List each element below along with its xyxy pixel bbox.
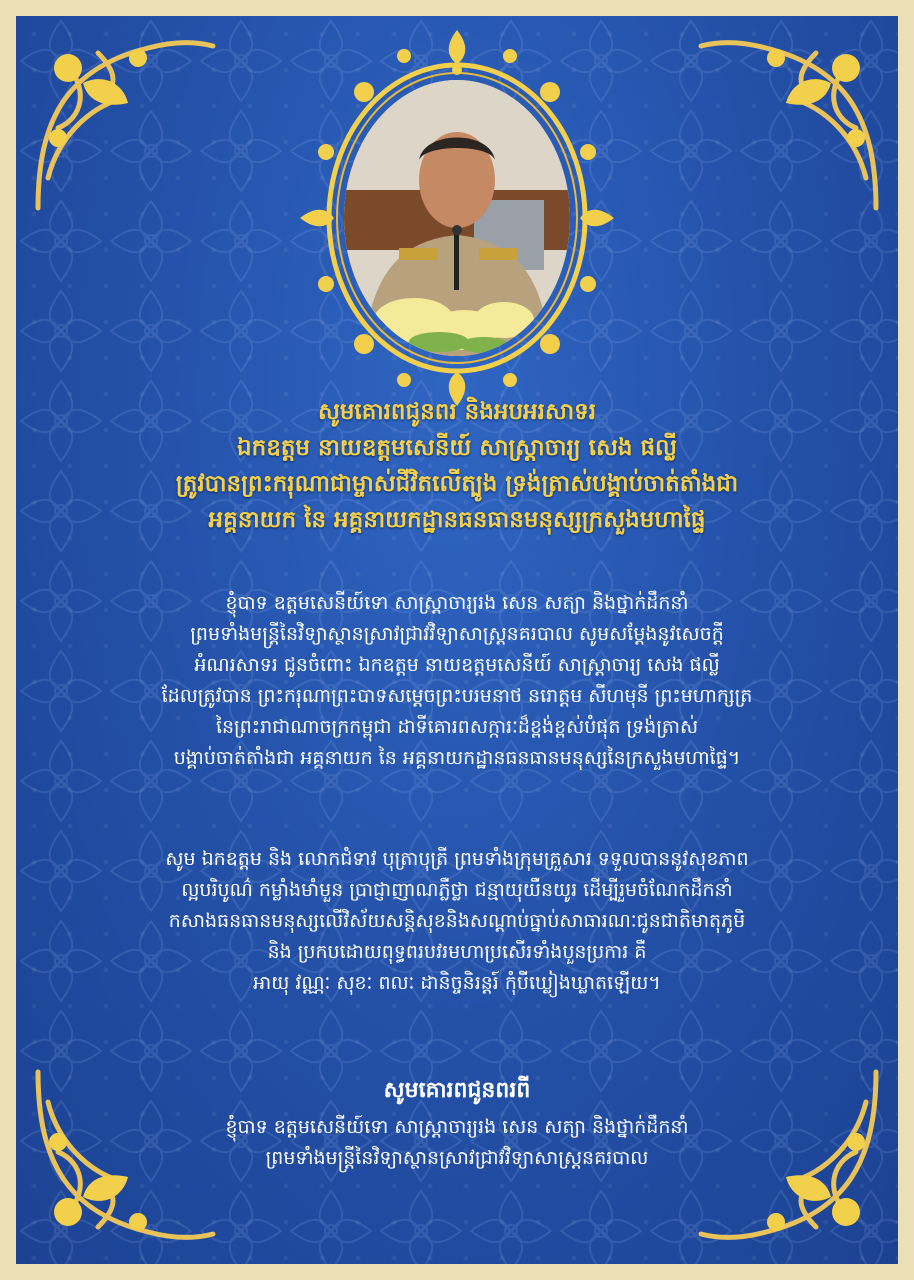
paragraph-line: នៃព្រះរាជាណាចក្រកម្ពុជា ដាទីគោរពសក្ការៈដ៏ខ្ពង់ខ្ពស់បំផុត ទ្រង់ត្រាស់ [215,716,699,738]
paragraph-line: អាយុ វណ្ណៈ សុខៈ ពលៈ ដានិច្ចនិរន្តរ៍ កុំបីឃ្លៀងឃ្លាតឡើយ។ [253,972,661,994]
closing-block [16,1074,898,1174]
portrait-medallion [286,22,628,414]
greeting-card [16,16,898,1264]
title-block [16,394,898,538]
corner-ornament-top-right [696,28,886,218]
corner-ornament-top-left [28,28,218,218]
closing-line: ខ្ញុំបាទ ឧត្តមសេនីយ៍ទោ សាស្ត្រាចារ្យរង សេន សត្យា និងថ្នាក់ដឹកនាំ [225,1116,689,1138]
title-line: អគ្គនាយក នៃ អគ្គនាយកដ្ឋានធនធានមនុស្សក្រសួងមហាផ្ទៃ [208,506,706,533]
title-line: ត្រូវបានព្រះករុណាជាម្ចាស់ជីវិតលើត្បូង ទ្រង់ត្រាស់បង្គាប់ចាត់តាំងជា [175,470,739,497]
paragraph-line: ព្រមទាំងមន្ត្រីនៃវិទ្យាស្ថានស្រាវជ្រាវវិទ្យាសាស្ត្រនគរបាល សូមសម្តែងនូវសេចក្តី [190,623,724,645]
paragraph-line: ល្អបរិបូណ៌ កម្លាំងមាំមួន ប្រាជ្ញាញាណភ្លឺថ្លា ជន្មាយុយឺនយូរ ដើម្បីរួមចំណែកដឹកនាំ [181,879,733,901]
paragraph-line: អំណរសាទរ ជូនចំពោះ ឯកឧត្តម នាយឧត្តមសេនីយ៍ សាស្ត្រាចារ្យ សេង ផល្លី [194,654,720,676]
paragraph-line: កសាងធនធានមនុស្សលើវិស័យសន្តិសុខនិងសណ្តាប់ធ្នាប់សាធារណៈជូនជាតិមាតុភូមិ [168,910,746,932]
wishes-paragraph [16,844,898,999]
closing-title: សូមគោរពជូនពរពី [383,1077,531,1103]
title-line: ឯកឧត្តម នាយឧត្តមសេនីយ៍ សាស្ត្រាចារ្យ សេង ផល្លី [237,434,677,461]
paragraph-line: បង្គាប់ចាត់តាំងជា អគ្គនាយក នៃ អគ្គនាយកដ្ឋានធនធានមនុស្សនៃក្រសួងមហាផ្ទៃ។ [173,747,741,769]
portrait-photo [344,80,570,356]
paragraph-line: ដែលត្រូវបាន ព្រះករុណាព្រះបាទសម្តេចព្រះបរមនាថ នរោត្តម សីហមុនី ព្រះមហាក្សត្រ [161,685,753,707]
paragraph-line: ខ្ញុំបាទ ឧត្តមសេនីយ៍ទោ សាស្ត្រាចារ្យរង សេន សត្យា និងថ្នាក់ដឹកនាំ [225,592,689,614]
title-line: សូមគោរពជូនពរ និងអបអរសាទរ [317,398,597,425]
paragraph-line: និង ប្រកបដោយពុទ្ធពរបវរមហាប្រសើរទាំងបួនប្រការ គឺ [267,941,647,963]
closing-line: ព្រមទាំងមន្ត្រីនៃវិទ្យាស្ថានស្រាវជ្រាវវិទ្យាសាស្ត្រនគរបាល [265,1147,649,1169]
officer-portrait-illustration [344,80,570,356]
paragraph-line: សូម ឯកឧត្តម និង លោកជំទាវ បុត្រាបុត្រី ព្រមទាំងក្រុមគ្រួសារ ទទួលបាននូវសុខភាព [165,848,749,870]
congratulation-paragraph [16,588,898,774]
